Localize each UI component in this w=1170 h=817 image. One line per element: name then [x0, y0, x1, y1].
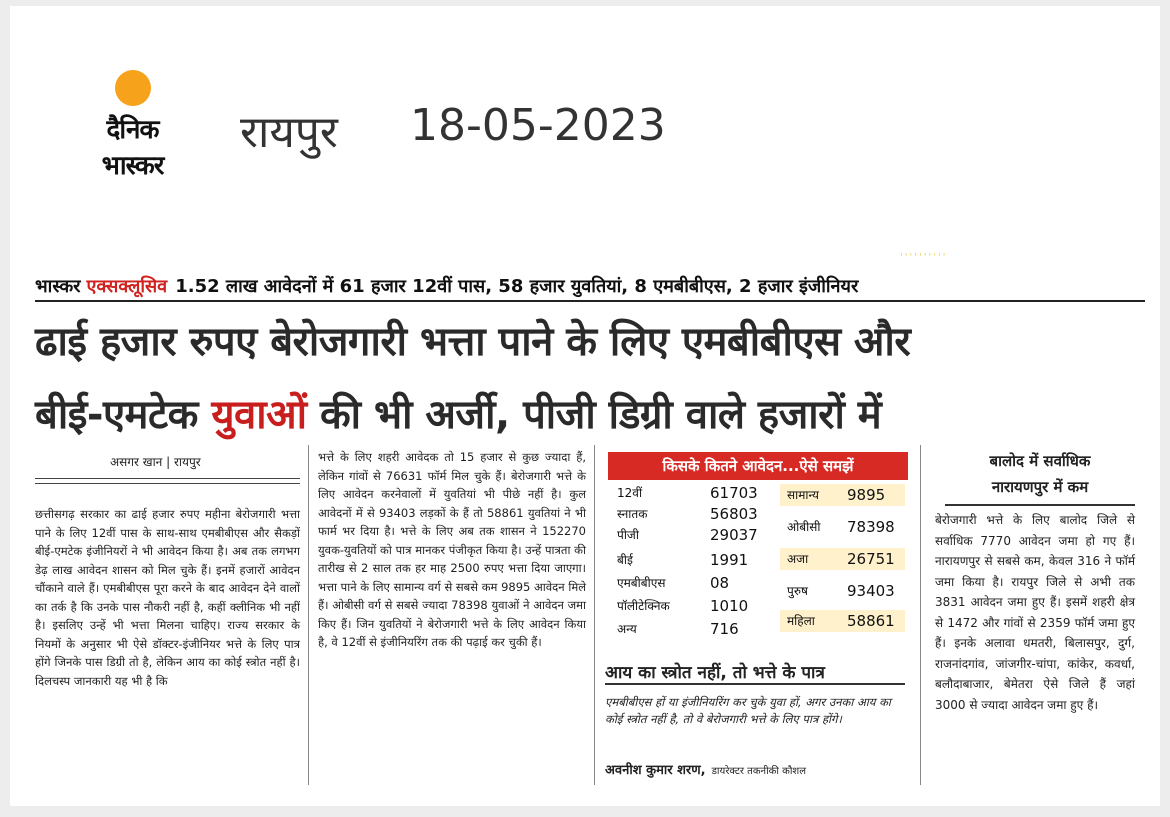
stats-label: स्नातक	[617, 507, 648, 521]
divider	[35, 478, 300, 479]
stats-value: 26751	[847, 550, 895, 568]
stats-label: सामान्य	[787, 488, 820, 502]
stats-value: 58861	[847, 612, 895, 630]
decorative-sparkle: ''''''''''	[900, 252, 948, 263]
stats-label: एमबीबीएस	[617, 576, 666, 590]
headline-line-1: ढाई हजार रुपए बेरोजगारी भत्ता पाने के लिए एमबीबीएस और	[35, 319, 911, 365]
column-rule	[594, 445, 595, 785]
source-quote: एमबीबीएस हों या इंजीनियरिंग कर चुके युवा हों, अगर उनका आय का कोई स्त्रोत नहीं है, तो वे बेरोजगारी भत्ते के लिए पात्र होंगे।	[605, 695, 891, 726]
stats-value: 29037	[710, 526, 758, 544]
stats-value: 1010	[710, 597, 749, 615]
stats-label: बीई	[617, 553, 633, 567]
headline-line-2	[35, 385, 881, 440]
divider	[945, 504, 1135, 506]
stats-value: 1991	[710, 551, 749, 569]
stats-value: 08	[710, 574, 730, 592]
author-designation: डायरेक्टर तकनीकी कौशल	[711, 766, 806, 777]
article-column-1: छत्तीसगढ़ सरकार का ढाई हजार रुपए महीना बेरोजगारी भत्ता पाने के लिए 12वीं पास के साथ-साथ एमबीबीएस और सैकड़ों बीई-एमटेक इंजीनियरों ने भी आवेदन किया है। अब तक लगभग डेढ़ लाख आवेदन शासन को मिल चुके हैं। इनमें हजारों आवेदन चौंकाने वाले हैं। एमबीबीएस पूरा करने के बाद आवेदन देने वालों का तर्क है कि उनके पास नौकरी नहीं है, कहीं क्लीनिक भी नहीं है। इसलिए उन्हें भी भत्ता मिलना चाहिए। राज्य सरकार के नियमों के अनुसार भी ऐसे डॉक्टर-इंजीनियर भत्ते के लिए पात्र होंगे जिनके पास डिग्री तो है, लेकिन आय का कोई स्त्रोत नहीं है। दिलचस्प जानकारी यह भी है कि	[35, 507, 300, 688]
stats-label: पुरुष	[787, 584, 808, 598]
column-rule	[920, 445, 921, 785]
source-heading: आय का स्त्रोत नहीं, तो भत्ते के पात्र	[605, 663, 825, 683]
stats-value: 56803	[710, 505, 758, 523]
stats-value: 716	[710, 620, 739, 638]
divider	[35, 300, 1145, 302]
stats-value: 78398	[847, 518, 895, 536]
stats-label: अन्य	[617, 622, 637, 636]
headline-highlight: युवाओं	[211, 392, 307, 438]
kicker-exclusive: एक्सक्लूसिव	[86, 276, 168, 297]
stats-value: 93403	[847, 582, 895, 600]
stats-label: पीजी	[617, 528, 639, 542]
edition-city: रायपुर	[240, 107, 338, 158]
sidebar-heading-2: नारायणपुर में कम	[991, 478, 1089, 496]
sidebar-heading	[945, 448, 1135, 500]
article-column-2: भत्ते के लिए शहरी आवेदक तो 15 हजार से कुछ ज्यादा हैं, लेकिन गांवों से 76631 फॉर्म मिल चुके हैं। बेरोजगारी भत्ते के लिए आवेदन करनेवालों में युवतियां भी पीछे नहीं है। कुल आवेदनों में से 93403 लड़कों के हैं तो 58861 युवतियां ने भी फार्म भर दिया है। भत्ते के लिए अब तक शासन ने 152270 युवक-युवतियों को पात्र मानकर पंजीकृत किया है। उन्हें पात्रता की तारीख से 2 साल तक हर माह 2500 रुपए भत्ता दिया जाएगा। भत्ता पाने के लिए सामान्य वर्ग से सबसे कम 9895 आवेदन मिले हैं। ओबीसी वर्ग से सबसे ज्यादा 78398 युवाओं ने आवेदन जमा किए हैं। जिन युवतियों ने बेरोजगारी भत्ते के लिए आवेदन किया है, वे 12वीं से इंजीनियरिंग तक की पढ़ाई कर चुकी हैं।	[318, 450, 586, 649]
headline-part-b: की भी अर्जी, पीजी डिग्री वाले हजारों में	[319, 392, 882, 438]
stats-label: महिला	[787, 614, 815, 628]
stats-box-title: किसके कितने आवेदन...ऐसे समझें	[608, 452, 908, 480]
stats-label: अजा	[787, 552, 809, 566]
dainik-bhaskar-logo	[75, 70, 190, 190]
byline: असगर खान | रायपुर	[110, 455, 201, 469]
stats-label: 12वीं	[617, 486, 643, 500]
divider	[605, 683, 905, 685]
headline-part-a: बीई-एमटेक	[35, 392, 198, 438]
divider	[35, 483, 300, 484]
stats-value: 61703	[710, 484, 758, 502]
stats-value: 9895	[847, 486, 886, 504]
sidebar-text: बेरोजगारी भत्ते के लिए बालोद जिले से सर्वाधिक 7770 आवेदन जमा हो गए हैं। नारायणपुर से सबसे कम, केवल 316 ने फॉर्म जमा किया है। रायपुर जिले से अभी तक 3831 आवेदन जमा हुए हैं। इसमें शहरी क्षेत्र से 1472 और गांवों से 2359 फॉर्म जमा हुए हैं। इनके अलावा धमतरी, बिलासपुर, दुर्ग, राजनांदगांव, जांजगीर-चांपा, कांकेर, कवर्धा, बलौदाबाजार, बेमेतरा ऐसे जिले हैं जहां 3000 से ज्यादा आवेदन जमा हुए हैं।	[935, 513, 1135, 712]
kicker-brand: भास्कर	[35, 276, 81, 297]
source-author	[605, 760, 806, 778]
column-rule	[308, 445, 309, 785]
stats-label: ओबीसी	[787, 520, 821, 534]
logo-line-1: दैनिक	[106, 115, 159, 145]
sidebar-heading-1: बालोद में सर्वाधिक	[989, 452, 1091, 470]
kicker-subhead: 1.52 लाख आवेदनों में 61 हजार 12वीं पास, 58 हजार युवतियां, 8 एमबीबीएस, 2 हजार इंजीनियर	[175, 276, 859, 297]
logo-line-2: भास्कर	[101, 151, 164, 181]
author-name: अवनीश कुमार शरण,	[605, 763, 706, 778]
sun-icon	[115, 70, 151, 106]
stats-label: पॉलीटेक्निक	[617, 599, 670, 613]
edition-date: 18-05-2023	[410, 100, 666, 151]
